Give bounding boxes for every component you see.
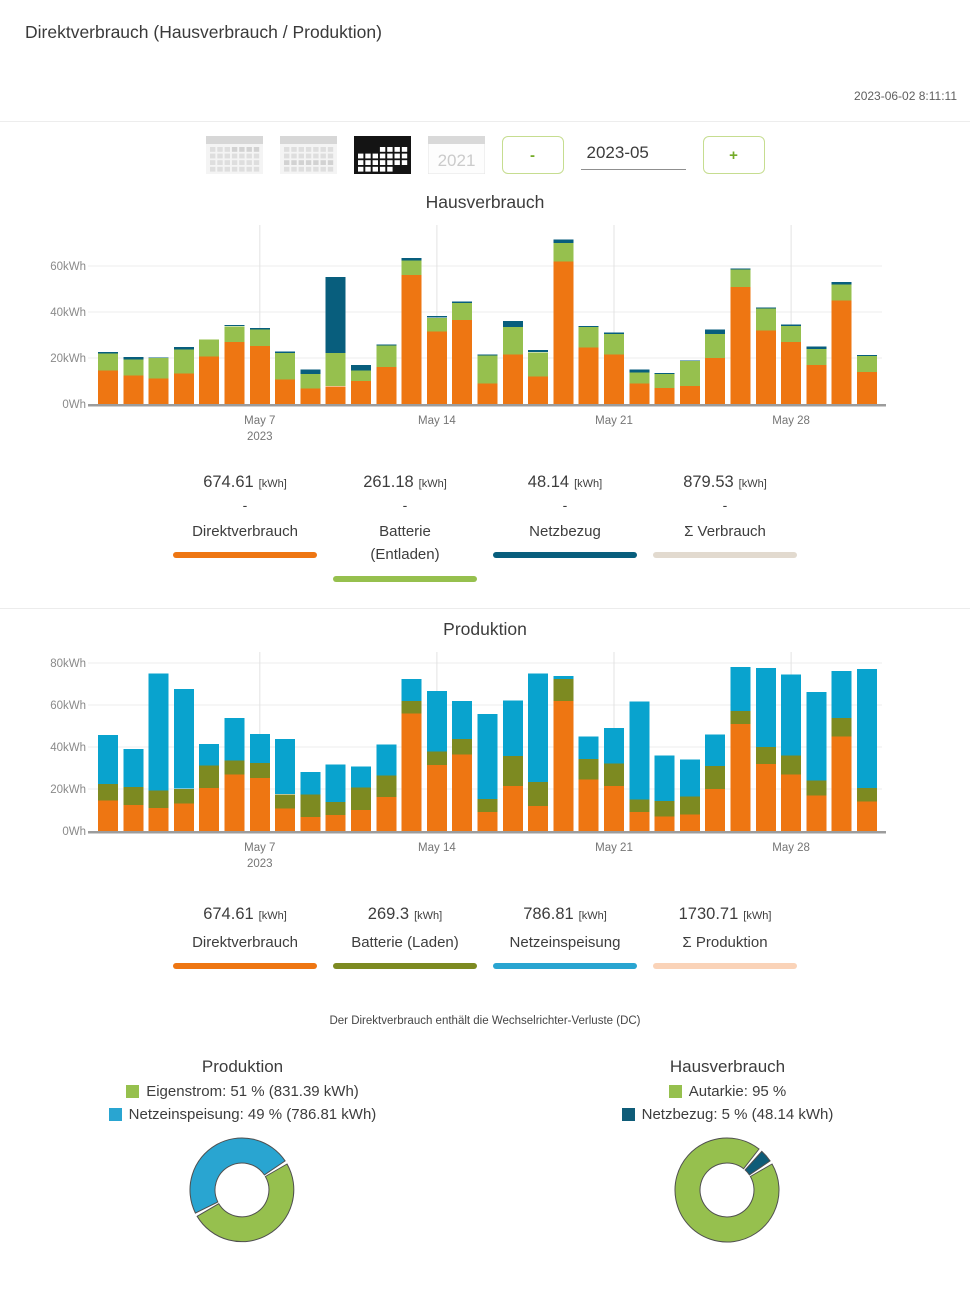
bar-segment <box>629 373 649 384</box>
stat-dash: - <box>402 497 408 513</box>
svg-text:60kWh: 60kWh <box>50 699 86 712</box>
hausverbrauch-stats-row <box>0 473 970 582</box>
bar-segment <box>604 355 624 404</box>
bar-segment <box>98 784 118 800</box>
bar-segment <box>427 690 447 751</box>
bar-segment <box>705 334 725 358</box>
bar-segment <box>680 360 700 361</box>
bar-segment <box>174 689 194 789</box>
bar-segment <box>250 346 270 404</box>
legend-swatch <box>669 1085 682 1098</box>
bar-segment <box>503 355 523 404</box>
bar-segment <box>300 370 320 374</box>
produktion-donut-chart <box>180 1133 305 1248</box>
bar-segment <box>149 790 169 807</box>
bar-segment <box>225 760 245 774</box>
bar-segment <box>680 814 700 830</box>
svg-text:May 21: May 21 <box>595 415 633 427</box>
bar-segment <box>579 326 599 327</box>
bar-segment <box>275 353 295 379</box>
bar-segment <box>655 755 675 801</box>
bar-segment <box>655 388 675 404</box>
bar-segment <box>351 787 371 810</box>
bar-segment <box>427 751 447 764</box>
bar-segment <box>225 774 245 831</box>
stat-color-bar <box>653 552 797 558</box>
bar-segment <box>503 755 523 785</box>
donut-row <box>0 1057 970 1253</box>
svg-text:60kWh: 60kWh <box>50 261 86 273</box>
bar-segment <box>402 700 422 713</box>
bar-segment <box>478 356 498 384</box>
bar-segment <box>326 277 346 353</box>
bar-segment <box>629 701 649 799</box>
bar-segment <box>250 763 270 778</box>
bar-segment <box>705 330 725 334</box>
legend-label: Netzbezug: 5 % (48.14 kWh) <box>641 1105 834 1123</box>
bar-segment <box>528 781 548 805</box>
bar-segment <box>275 352 295 353</box>
bar-segment <box>604 763 624 785</box>
svg-text:2021: 2021 <box>437 151 475 170</box>
bar-segment <box>503 700 523 755</box>
bar-segment <box>781 342 801 404</box>
stat-color-bar <box>493 552 637 558</box>
bar-segment <box>579 327 599 348</box>
bar-segment <box>629 383 649 404</box>
bar-segment <box>478 799 498 812</box>
stat-color-bar <box>173 963 317 969</box>
stat-direktverbrauch <box>165 473 325 582</box>
bar-segment <box>199 765 219 787</box>
bar-segment <box>806 691 826 780</box>
calendar-day-icon <box>206 136 263 174</box>
page-header <box>0 0 970 122</box>
stat-label: Netzeinspeisung <box>509 933 621 951</box>
svg-text:40kWh: 40kWh <box>50 741 86 754</box>
stat-batterie-entladen- <box>325 473 485 582</box>
hausverbrauch-donut-chart <box>665 1133 790 1248</box>
bar-segment <box>427 318 447 332</box>
stat-label: Netzbezug <box>529 523 601 540</box>
bar-segment <box>149 807 169 830</box>
bar-segment <box>781 326 801 342</box>
bar-segment <box>199 743 219 765</box>
bar-segment <box>402 713 422 831</box>
bar-segment <box>806 365 826 404</box>
bar-segment <box>326 764 346 802</box>
bar-segment <box>680 386 700 404</box>
bar-segment <box>376 345 396 366</box>
bar-segment <box>832 282 852 284</box>
bar-segment <box>832 301 852 405</box>
dc-losses-note: Der Direktverbrauch enthält die Wechselrichter-Verluste (DC) <box>329 1014 641 1027</box>
bar-segment <box>731 723 751 830</box>
bar-segment <box>300 388 320 404</box>
bar-segment <box>857 801 877 830</box>
section-divider <box>0 608 970 609</box>
bar-segment <box>528 673 548 781</box>
bar-segment <box>781 774 801 831</box>
bar-segment <box>832 284 852 300</box>
produktion-donut-legend <box>0 1083 485 1123</box>
stat-dash: - <box>242 497 248 513</box>
bar-segment <box>756 763 776 830</box>
bar-segment <box>149 379 169 404</box>
stat--verbrauch <box>645 473 805 582</box>
bar-segment <box>731 270 751 287</box>
bar-segment <box>351 371 371 381</box>
bar-segment <box>806 347 826 349</box>
stat-label: Batterie (Entladen) <box>370 523 440 564</box>
bar-segment <box>680 759 700 796</box>
bar-segment <box>553 243 573 261</box>
bar-segment <box>326 814 346 830</box>
bar-segment <box>478 713 498 798</box>
stat-value: 1730.71 [kWh] <box>678 904 772 923</box>
stat-color-bar <box>493 963 637 969</box>
bar-segment <box>857 355 877 356</box>
timestamp: 2023-06-02 8:11:11 <box>854 89 957 103</box>
bar-segment <box>452 302 472 303</box>
previous-period-button[interactable]: - <box>502 136 564 174</box>
bar-segment <box>275 739 295 794</box>
bar-segment <box>655 373 675 374</box>
bar-segment <box>731 710 751 723</box>
bar-segment <box>579 736 599 759</box>
bar-segment <box>326 802 346 815</box>
bar-segment <box>857 788 877 801</box>
bar-segment <box>98 352 118 354</box>
bar-segment <box>452 303 472 320</box>
bar-segment <box>376 797 396 831</box>
bar-segment <box>731 268 751 269</box>
bar-segment <box>98 370 118 404</box>
bar-segment <box>402 679 422 701</box>
bar-segment <box>123 357 143 359</box>
calendar-year-icon <box>428 136 485 174</box>
bar-segment <box>604 333 624 334</box>
bar-segment <box>832 718 852 737</box>
hausverbrauch-donut-title: Hausverbrauch <box>669 1056 786 1076</box>
bar-segment <box>149 673 169 790</box>
legend-label: Eigenstrom: 51 % (831.39 kWh) <box>146 1082 359 1100</box>
page-title: Direktverbrauch (Hausverbrauch / Produktion) <box>25 22 382 42</box>
svg-text:2023: 2023 <box>247 857 273 870</box>
bar-segment <box>300 816 320 830</box>
bar-segment <box>705 358 725 404</box>
bar-segment <box>250 778 270 831</box>
legend-label: Autarkie: 95 % <box>688 1082 787 1100</box>
bar-segment <box>756 307 776 308</box>
bar-segment <box>174 349 194 373</box>
legend-item-autarkie <box>485 1083 970 1100</box>
bar-segment <box>427 316 447 318</box>
bar-segment <box>604 727 624 763</box>
bar-segment <box>98 735 118 784</box>
bar-segment <box>123 748 143 786</box>
svg-text:May 28: May 28 <box>772 415 810 427</box>
bar-segment <box>579 779 599 831</box>
stat-netzbezug <box>485 473 645 582</box>
bar-segment <box>275 379 295 404</box>
bar-segment <box>553 675 573 678</box>
bar-segment <box>781 755 801 774</box>
bar-segment <box>225 326 245 342</box>
bar-segment <box>351 810 371 831</box>
bar-segment <box>756 746 776 763</box>
bar-segment <box>503 785 523 830</box>
produktion-donut-section <box>0 1057 485 1253</box>
stat-color-bar <box>653 963 797 969</box>
bar-segment <box>225 342 245 404</box>
bar-segment <box>123 375 143 404</box>
svg-text:20kWh: 20kWh <box>50 353 86 365</box>
bar-segment <box>629 812 649 831</box>
bar-segment <box>326 353 346 386</box>
bar-segment <box>553 700 573 830</box>
bar-segment <box>655 816 675 831</box>
bar-segment <box>351 381 371 404</box>
bar-segment <box>225 325 245 326</box>
calendar-year-button[interactable] <box>428 136 485 174</box>
bar-segment <box>98 354 118 371</box>
bar-segment <box>604 334 624 355</box>
bar-segment <box>705 734 725 766</box>
bar-segment <box>579 759 599 779</box>
bar-segment <box>427 332 447 404</box>
stat-dash: - <box>562 497 568 513</box>
bar-segment <box>250 330 270 346</box>
bar-segment <box>806 795 826 831</box>
svg-text:May 7: May 7 <box>244 415 276 427</box>
calendar-week-button[interactable] <box>280 136 337 174</box>
stat-color-bar <box>333 963 477 969</box>
stat-color-bar <box>173 552 317 558</box>
stat-label: Σ Verbrauch <box>684 523 766 540</box>
stat-batterie-laden- <box>325 905 485 969</box>
stat-value: 269.3 [kWh] <box>367 904 443 923</box>
stat-netzeinspeisung <box>485 905 645 969</box>
bar-segment <box>553 240 573 243</box>
svg-text:20kWh: 20kWh <box>50 783 86 796</box>
hausverbrauch-donut-legend <box>485 1083 970 1123</box>
bar-segment <box>857 356 877 372</box>
bar-segment <box>680 796 700 814</box>
bar-segment <box>781 674 801 755</box>
bar-segment <box>376 367 396 404</box>
bar-segment <box>756 667 776 746</box>
hausverbrauch-chart-title: Hausverbrauch <box>425 192 545 212</box>
bar-segment <box>857 372 877 404</box>
legend-label: Netzeinspeisung: 49 % (786.81 kWh) <box>128 1105 377 1123</box>
svg-text:0Wh: 0Wh <box>62 399 86 411</box>
stat-label: Direktverbrauch <box>192 523 298 540</box>
bar-segment <box>553 679 573 701</box>
svg-text:May 7: May 7 <box>244 841 276 854</box>
bar-segment <box>528 805 548 830</box>
stat-dash: - <box>722 497 728 513</box>
bar-segment <box>376 344 396 345</box>
bar-segment <box>452 320 472 404</box>
produktion-donut-title: Produktion <box>201 1056 284 1076</box>
bar-segment <box>452 701 472 739</box>
bar-segment <box>705 789 725 831</box>
bar-segment <box>174 347 194 349</box>
bar-segment <box>705 766 725 789</box>
bar-segment <box>528 352 548 376</box>
legend-item-netzbezug <box>485 1106 970 1123</box>
bar-segment <box>528 376 548 404</box>
bar-segment <box>655 374 675 388</box>
stat-label: Direktverbrauch <box>192 933 298 951</box>
bar-segment <box>553 261 573 404</box>
bar-segment <box>351 766 371 787</box>
bar-segment <box>98 800 118 831</box>
bar-segment <box>452 738 472 754</box>
bar-segment <box>123 804 143 830</box>
legend-item-netzeinspeisung <box>0 1106 485 1123</box>
bar-segment <box>756 309 776 331</box>
bar-segment <box>123 359 143 375</box>
bar-segment <box>731 287 751 404</box>
bar-segment <box>756 330 776 404</box>
bar-segment <box>781 325 801 326</box>
legend-swatch <box>622 1108 635 1121</box>
bar-segment <box>528 350 548 352</box>
bar-segment <box>275 794 295 808</box>
produktion-chart-title: Produktion <box>443 618 527 639</box>
bar-segment <box>250 734 270 763</box>
svg-text:2023: 2023 <box>247 431 273 443</box>
bar-segment <box>174 803 194 831</box>
bar-segment <box>478 355 498 356</box>
hausverbrauch-chart <box>30 213 970 453</box>
stat-value: 879.53 [kWh] <box>683 473 767 491</box>
svg-text:May 21: May 21 <box>595 841 633 854</box>
bar-segment <box>174 374 194 404</box>
bar-segment <box>503 321 523 327</box>
bar-segment <box>832 671 852 718</box>
produktion-chart <box>30 640 970 885</box>
bar-segment <box>629 799 649 811</box>
bar-segment <box>680 361 700 386</box>
calendar-week-icon <box>280 136 337 174</box>
bar-segment <box>250 328 270 330</box>
svg-text:May 28: May 28 <box>772 841 810 854</box>
stat-direktverbrauch <box>165 905 325 969</box>
next-period-button[interactable]: + <box>703 136 765 174</box>
legend-swatch <box>126 1085 139 1098</box>
svg-text:0Wh: 0Wh <box>62 825 86 838</box>
bar-segment <box>225 717 245 760</box>
produktion-stats-row <box>0 905 970 969</box>
bar-segment <box>326 386 346 404</box>
legend-swatch <box>109 1108 122 1121</box>
legend-item-eigenstrom <box>0 1083 485 1100</box>
svg-text:80kWh: 80kWh <box>50 657 86 670</box>
stat-value: 261.18 [kWh] <box>363 473 447 491</box>
calendar-month-icon <box>354 136 411 174</box>
bar-segment <box>300 771 320 794</box>
bar-segment <box>579 348 599 404</box>
stat--produktion <box>645 905 805 969</box>
toolbar <box>0 122 970 182</box>
bar-segment <box>199 357 219 404</box>
bar-segment <box>806 349 826 365</box>
bar-segment <box>376 744 396 775</box>
svg-text:May 14: May 14 <box>418 841 456 854</box>
bar-segment <box>199 787 219 830</box>
bar-segment <box>300 374 320 388</box>
bar-segment <box>402 258 422 260</box>
bar-segment <box>857 668 877 787</box>
bar-segment <box>351 365 371 371</box>
bar-segment <box>275 808 295 831</box>
bar-segment <box>478 383 498 404</box>
hausverbrauch-donut-section <box>485 1057 970 1253</box>
bar-segment <box>402 260 422 275</box>
calendar-month-button[interactable] <box>354 136 411 174</box>
stat-value: 48.14 [kWh] <box>527 473 603 491</box>
bar-segment <box>427 764 447 830</box>
bar-segment <box>123 786 143 804</box>
stat-value: 786.81 [kWh] <box>523 904 607 923</box>
stat-value: 674.61 [kWh] <box>203 473 287 491</box>
stat-value: 674.61 [kWh] <box>203 904 287 923</box>
bar-segment <box>149 358 169 379</box>
bar-segment <box>604 785 624 830</box>
period-input[interactable] <box>581 141 686 170</box>
calendar-day-button[interactable] <box>206 136 263 174</box>
bar-segment <box>731 667 751 711</box>
bar-segment <box>376 775 396 797</box>
bar-segment <box>199 340 219 357</box>
bar-segment <box>478 812 498 831</box>
bar-segment <box>655 801 675 816</box>
stat-label: Batterie (Laden) <box>351 933 459 951</box>
bar-segment <box>174 788 194 803</box>
bar-segment <box>300 794 320 816</box>
bar-segment <box>806 780 826 795</box>
bar-segment <box>402 275 422 404</box>
bar-segment <box>503 327 523 355</box>
bar-segment <box>832 736 852 831</box>
svg-text:40kWh: 40kWh <box>50 307 86 319</box>
svg-text:May 14: May 14 <box>418 415 456 427</box>
bar-segment <box>629 370 649 373</box>
bar-segment <box>149 358 169 359</box>
stat-label: Σ Produktion <box>682 933 768 951</box>
stat-color-bar <box>333 576 477 582</box>
bar-segment <box>452 754 472 831</box>
